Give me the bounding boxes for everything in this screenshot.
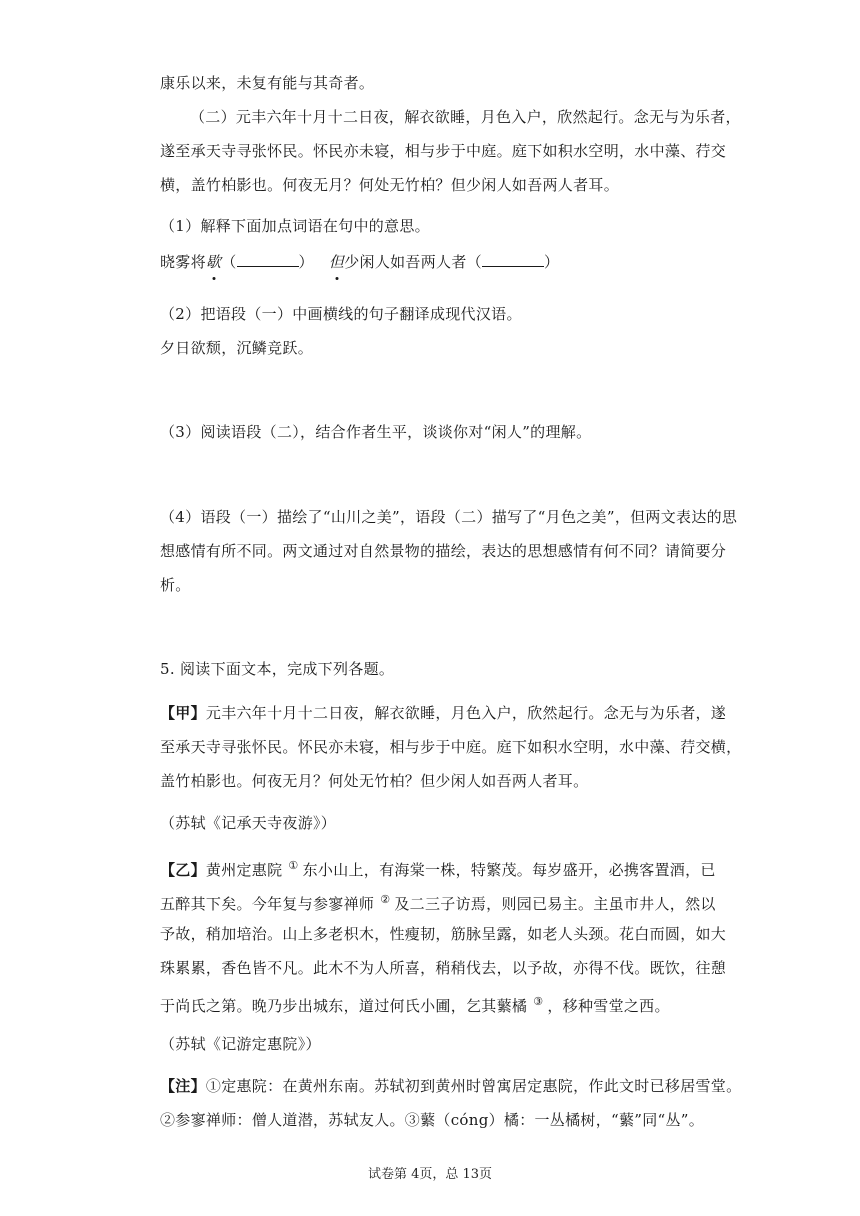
yi-source: （苏轼《记游定惠院》） — [160, 1035, 321, 1053]
question4-line2: 想感情有所不同。两文通过对自然景物的描绘，表达的思想感情有何不同？请简要分 — [160, 542, 727, 560]
question2-prompt: （2）把语段（一）中画横线的句子翻译成现代汉语。 — [160, 305, 522, 323]
passage2-tail: 康乐以来，未复有能与其奇者。 — [160, 74, 375, 92]
q1-item1-close: ） — [298, 253, 314, 271]
jia-line1: 【甲】元丰六年十月十二日夜，解衣欲睡，月色入户，欣然起行。念无与为乐者，遂 — [160, 704, 727, 722]
question3-prompt: （3）阅读语段（二），结合作者生平，谈谈你对“闲人”的理解。 — [160, 423, 592, 441]
yi-line4: 珠累累，香色皆不凡。此木不为人所喜，稍稍伐去，以予故，亦得不伐。既饮，往憩 — [160, 959, 727, 977]
question1-items — [160, 252, 559, 272]
jia-line3: 盖竹柏影也。何夜无月？何处无竹柏？但少闲人如吾两人者耳。 — [160, 772, 589, 790]
question4-line3: 析。 — [160, 576, 191, 594]
yi-line5: 于尚氏之第。晚乃步出城东，道过何氏小圃，乞其蘩橘 ③ ，移种雪堂之西。 — [160, 995, 670, 1015]
page-footer: 试卷第 4页，总 13页 — [367, 1167, 493, 1182]
q1-item2-dotted-word: 但 — [328, 253, 345, 271]
yi-label: 【乙】 — [160, 861, 206, 879]
q1-item1-dotted-word: 歇 — [205, 253, 222, 271]
yi-line2: 五醉其下矣。今年复与参寥禅师 ② 及二三子访焉，则园已易主。主虽市井人，然以 — [160, 893, 716, 913]
q1-item2-close: ） — [543, 253, 560, 271]
passage2-line2: 遂至承天寺寻张怀民。怀民亦未寝，相与步于中庭。庭下如积水空明，水中藻、荇交 — [160, 142, 727, 160]
jia-label: 【甲】 — [160, 704, 206, 722]
footnote-marker-3: ③ — [533, 995, 544, 1008]
q1-item1-open: （ — [221, 253, 237, 271]
passage2-line3: 横，盖竹柏影也。何夜无月？何处无竹柏？但少闲人如吾两人者耳。 — [160, 176, 620, 194]
notes-line1: 【注】①定惠院：在黄州东南。苏轼初到黄州时曾寓居定惠院，作此文时已移居雪堂。 — [160, 1077, 742, 1095]
footnote-marker-1: ① — [288, 859, 299, 872]
notes-line2: ②参寥禅师：僧人道潜，苏轼友人。③蘩（cóng）橘：一丛橘树，“蘩”同“丛”。 — [160, 1111, 705, 1129]
yi-line3: 予故，稍加培治。山上多老枳木，性瘦韧，筋脉呈露，如老人头颈。花白而圆，如大 — [160, 925, 727, 943]
passage2-line1: （二）元丰六年十月十二日夜，解衣欲睡，月色入户，欣然起行。念无与为乐者， — [190, 108, 741, 126]
question2-sentence: 夕日欲颓，沉鳞竞跃。 — [160, 339, 314, 357]
answer-blank-2[interactable] — [482, 252, 544, 267]
footnote-marker-2: ② — [380, 893, 391, 906]
q1-item2-text: 少闲人如吾两人者（ — [344, 253, 482, 271]
jia-line2: 至承天寺寻张怀民。怀民亦未寝，相与步于中庭。庭下如积水空明，水中藻、荇交横， — [160, 738, 742, 756]
question4-line1: （4）语段（一）描绘了“山川之美”，语段（二）描写了“月色之美”，但两文表达的思 — [160, 508, 738, 526]
jia-source: （苏轼《记承天寺夜游》） — [160, 814, 337, 832]
q1-item1-prefix: 晓雾将 — [160, 253, 206, 271]
question1-prompt: （1）解释下面加点词语在句中的意思。 — [160, 217, 430, 235]
question5-prompt: 5. 阅读下面文本，完成下列各题。 — [160, 660, 395, 678]
yi-line1: 【乙】黄州定惠院 ① 东小山上，有海棠一株，特繁茂。每岁盛开，必携客置酒，已 — [160, 859, 716, 879]
answer-blank-1[interactable] — [237, 252, 299, 267]
notes-label: 【注】 — [160, 1077, 206, 1095]
